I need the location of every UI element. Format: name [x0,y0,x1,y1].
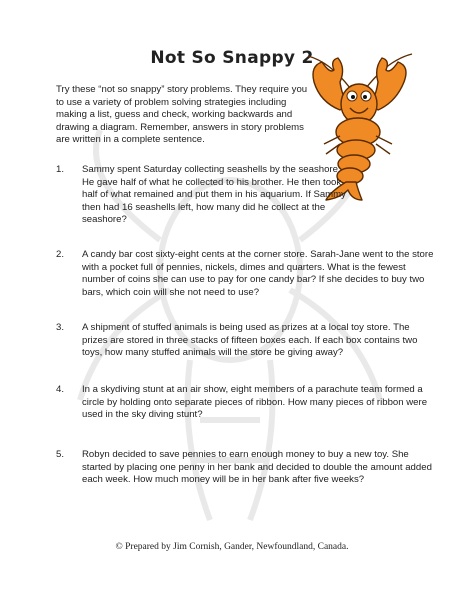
page-title: Not So Snappy 2 [150,48,314,68]
problem-number: 3. [56,322,65,333]
problem-number: 2. [56,249,65,260]
copyright-footer: © Prepared by Jim Cornish, Gander, Newfoundland, Canada. [115,542,349,552]
problem-text: A candy bar cost sixty-eight cents at the corner store. Sarah-Jane went to the store with a pocket full of pennies, nickels, dimes and quarters. What is the fewest number of coins she can use to pay for one candy bar? If she decides to buy two bars, which coin will she not need to use? [82,249,434,298]
intro-paragraph: Try these “not so snappy” story problems. They require you to use a variety of problem solving strategies including making a list, guess and check, working backwards and drawing a diagram. Remember, answers in story problems are written in a complete sentence. [56,84,308,146]
problem-text: A shipment of stuffed animals is being used as prizes at a local toy store. The prizes are stored in three stacks of fifteen boxes each. If each box contains two toys, how many stuffed animals will the store be giving away? [82,322,418,359]
problem-number: 5. [56,449,65,460]
problem-text: Sammy spent Saturday collecting seashells by the seashore. He gave half of what he collected to his brother. He then took half of what remained and put them in his aquarium. If Sammy then had 16 seashells left, how many did he collect at the seashore? [82,164,346,226]
problem-number: 1. [56,164,65,175]
problem-text: Robyn decided to save pennies to earn enough money to buy a new toy. She started by placing one penny in her bank and decided to double the amount added each week. How much money will be in her bank after five weeks? [82,449,432,486]
problem-text: In a skydiving stunt at an air show, eight members of a parachute team formed a circle by holding onto separate pieces of ribbon. How many pieces of ribbon were used in the sky diving stunt? [82,384,428,421]
problem-number: 4. [56,384,65,395]
